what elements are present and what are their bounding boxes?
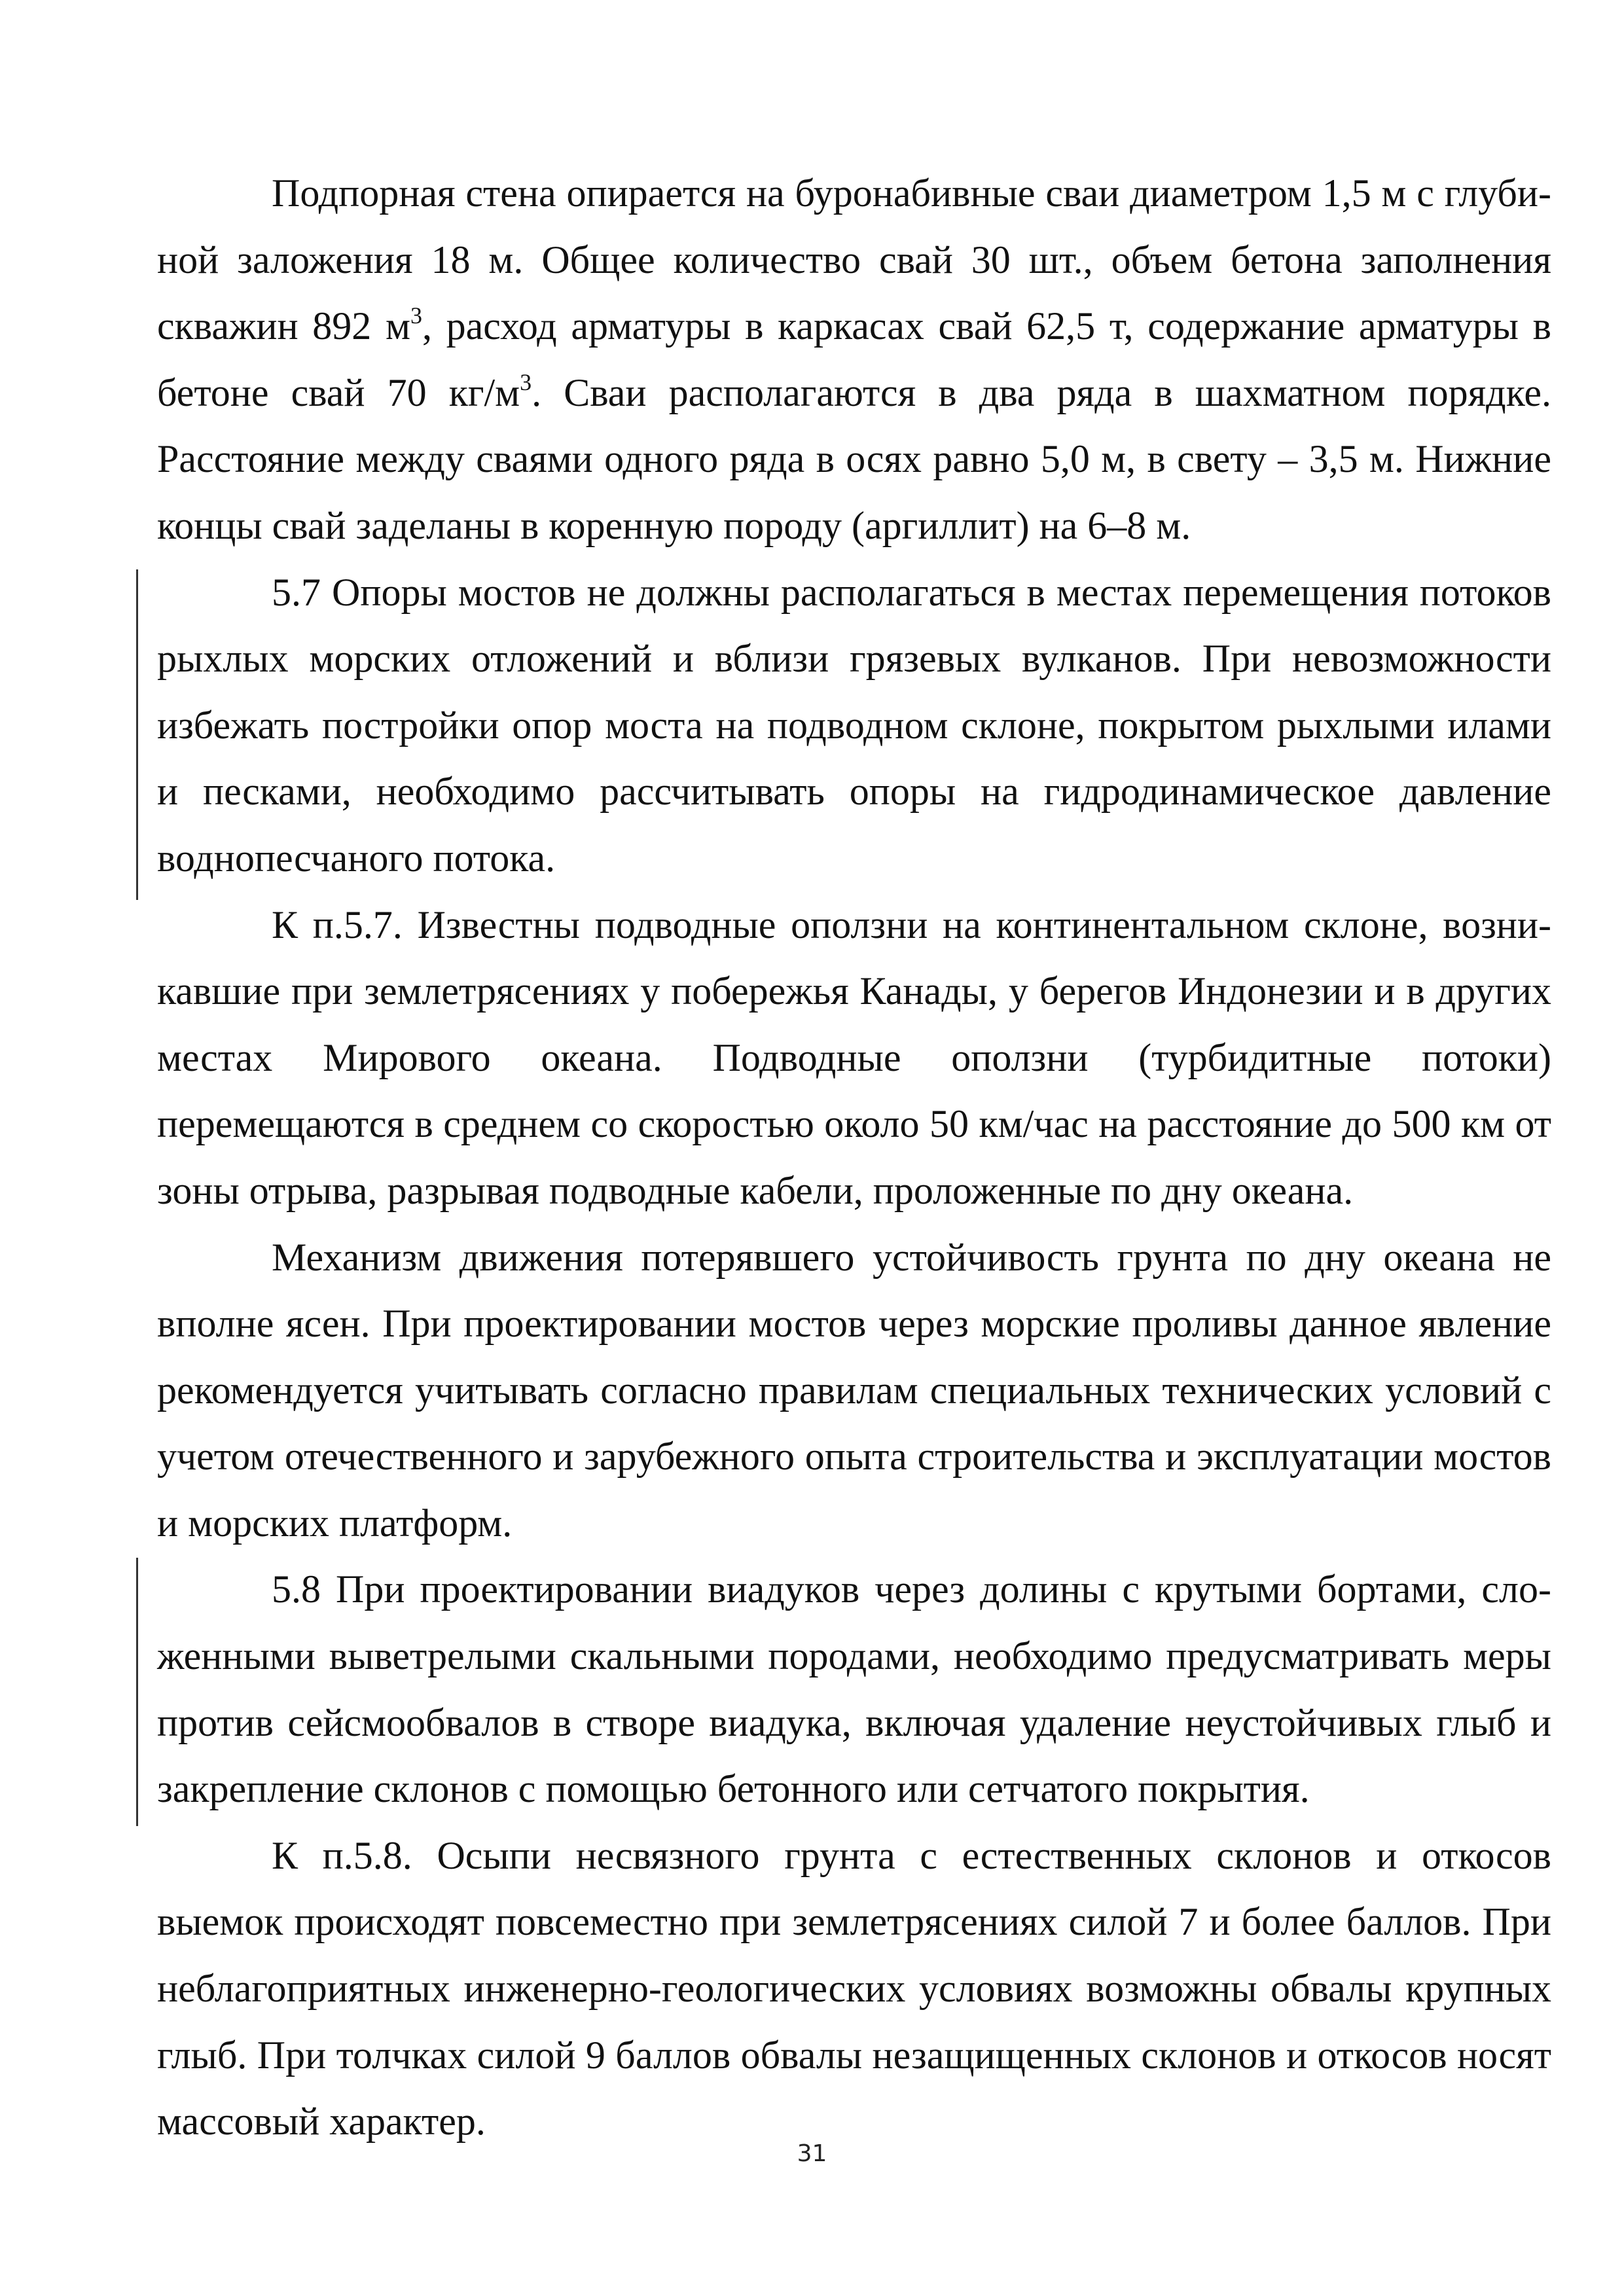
paragraph-mechanism: Механизм движения потерявшего устойчивость грунта по дну океана не вполне ясен. При проектировании мостов через морские проливы данное явление рекомендуется учитывать согласно правилам специальных технических условий с учетом отечественного и зарубежного опыта строительства и эксплуатации мостов и морских платформ. xyxy=(157,1235,1551,1545)
paragraph-commentary-5-8: К п.5.8. Осыпи несвязного грунта с естественных склонов и откосов выемок происходят повсеместно при землетрясениях силой 7 и более баллов. При неблагоприятных инженерно-геологических условиях возможны обвалы крупных глыб. При толчках силой 9 баллов обвалы незащищенных склонов и откосов носят массовый характер. xyxy=(157,1833,1551,2144)
superscript-cube: 3 xyxy=(410,302,422,329)
revision-margin-bar xyxy=(136,1558,138,1826)
paragraph-clause-5-7: 5.7 Опоры мостов не должны располагаться в местах перемещения потоков рыхлых морских отложений и вблизи грязевых вулканов. При невозможности избежать постройки опор моста на подводном склоне, покрытом рыхлыми илами и песками, необходимо рассчитывать опоры на гидродинамическое давление воднопесчаного потока. xyxy=(157,570,1551,880)
revision-margin-bar xyxy=(136,569,138,900)
paragraph-text: . Сваи располагаются в два ряда в шахматном порядке. Расстояние между сваями одного ряда в осях равно 5,0 м, в свету – 3,5 м. Нижние концы свай заделаны в коренную породу (аргиллит) на 6–8 м. xyxy=(157,370,1551,547)
page-number: 31 xyxy=(797,2140,827,2167)
superscript-cube: 3 xyxy=(520,368,532,395)
paragraph-text: , расход арматуры в каркасах свай 62,5 т, содержание арматуры в бетоне свай 70 кг/м xyxy=(157,304,1552,414)
paragraph-commentary-5-7: К п.5.7. Известны подводные оползни на континентальном склоне, возникавшие при землетрясениях у побережья Канады, у берегов Индонезии и в других местах Мирового океана. Подводные оползни (турбидитные потоки) перемещаются в среднем со скоростью около 50 км/час на расстояние до 500 км от зоны отрыва, разрывая подводные кабели, проложенные по дну океана. xyxy=(157,903,1551,1212)
paragraph-clause-5-8: 5.8 При проектировании виадуков через долины с крутыми бортами, сложенными выветрелыми скальными породами, необходимо предусматривать меры против сейсмообвалов в створе виадука, включая удаление неустойчивых глыб и закрепление склонов с помощью бетонного или сетчатого покрытия. xyxy=(157,1568,1551,1811)
body-text xyxy=(157,160,1551,2155)
paragraph-retaining-wall-piles xyxy=(157,160,1551,560)
paragraph-text: Подпорная стена опирается на буронабивные сваи диаметром 1,5 м с глубиной заложения 18 м. Общее количество свай 30 шт., объем бетона заполнения скважин 892 м xyxy=(157,171,1551,348)
